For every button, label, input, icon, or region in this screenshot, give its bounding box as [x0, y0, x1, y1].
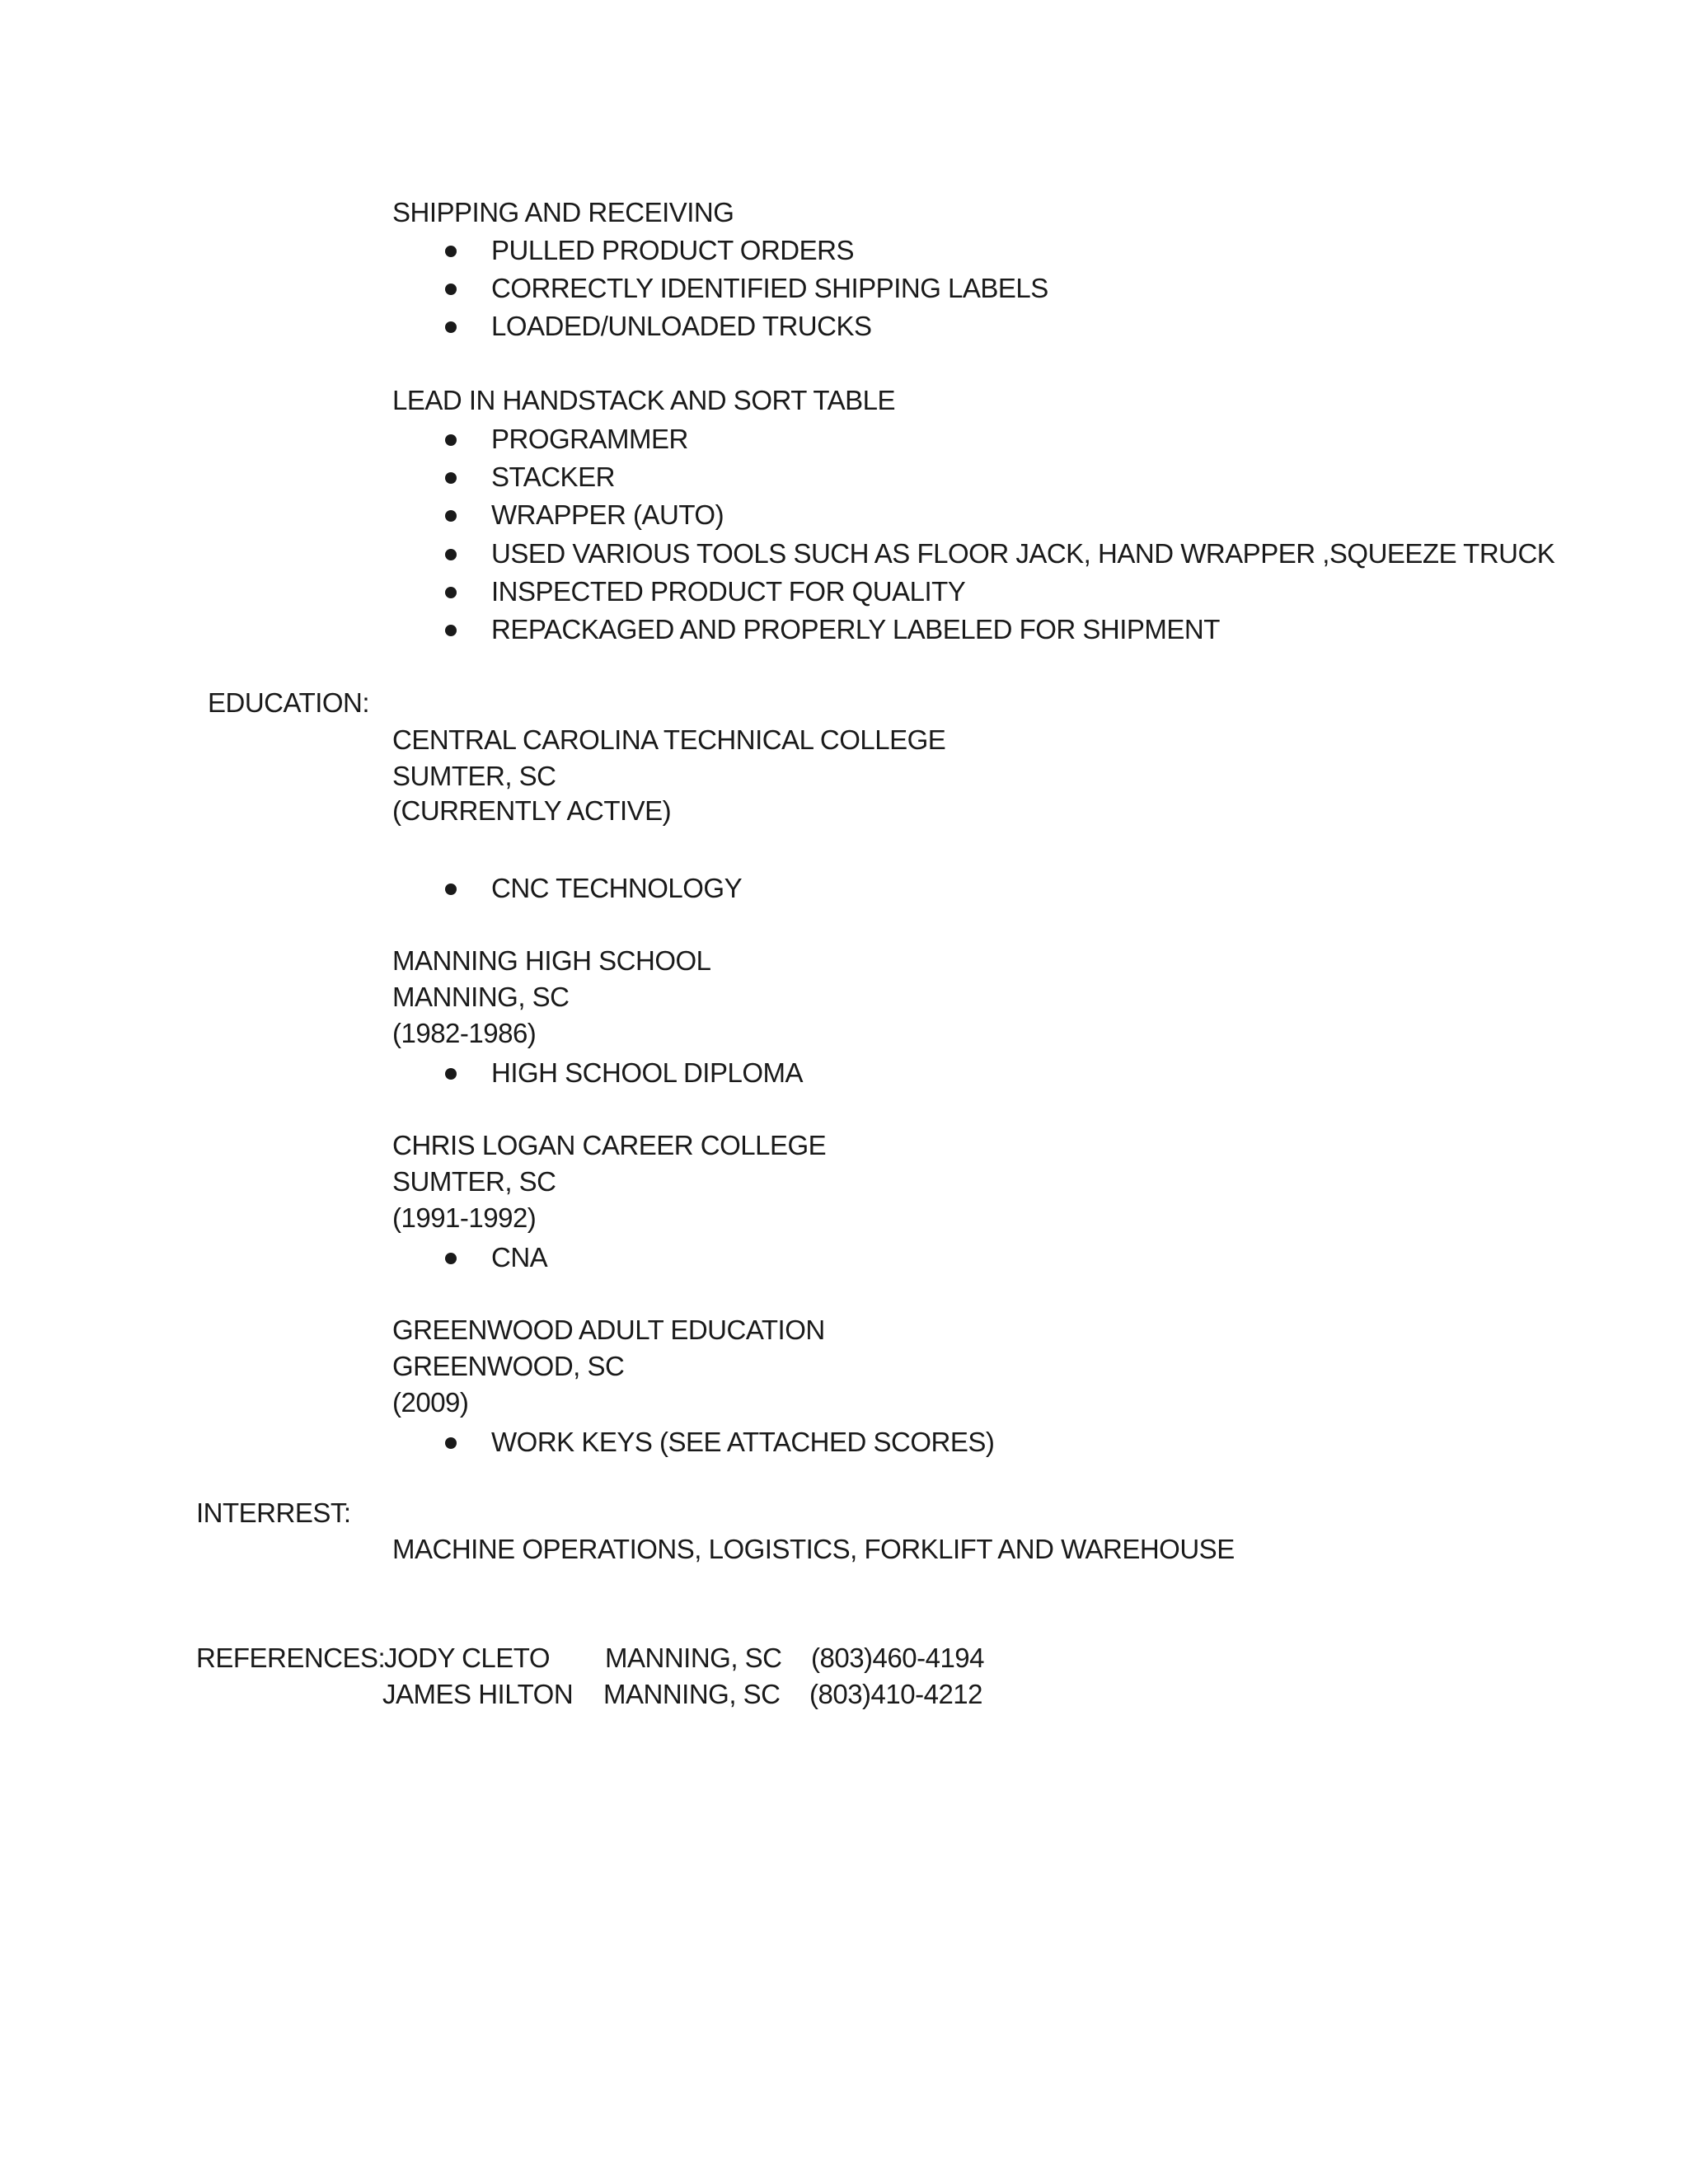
- bullet-icon: [445, 321, 457, 333]
- bullet-icon: [445, 625, 457, 636]
- list-item: PROGRAMMER: [491, 424, 688, 454]
- references-label: REFERENCES:: [196, 1643, 386, 1673]
- bullet-icon: [445, 1068, 457, 1080]
- school-name: CHRIS LOGAN CAREER COLLEGE: [392, 1130, 827, 1160]
- bullet-icon: [445, 284, 457, 295]
- school-dates: (1991-1992): [392, 1202, 537, 1233]
- list-item: LOADED/UNLOADED TRUCKS: [491, 311, 872, 341]
- bullet-icon: [445, 883, 457, 895]
- school-location: MANNING, SC: [392, 982, 570, 1012]
- school-dates: (1982-1986): [392, 1018, 537, 1048]
- school-dates: (CURRENTLY ACTIVE): [392, 795, 672, 826]
- bullet-icon: [445, 434, 457, 446]
- bullet-icon: [445, 549, 457, 560]
- list-item: WRAPPER (AUTO): [491, 499, 724, 530]
- school-name: GREENWOOD ADULT EDUCATION: [392, 1315, 825, 1345]
- list-item: STACKER: [491, 462, 615, 492]
- bullet-icon: [445, 587, 457, 598]
- school-name: CENTRAL CAROLINA TECHNICAL COLLEGE: [392, 724, 946, 755]
- list-item: CORRECTLY IDENTIFIED SHIPPING LABELS: [491, 273, 1048, 303]
- interest-text: MACHINE OPERATIONS, LOGISTICS, FORKLIFT AND WAREHOUSE: [392, 1534, 1235, 1564]
- reference-phone: (803)410-4212: [809, 1679, 982, 1709]
- bullet-icon: [445, 510, 457, 522]
- school-dates: (2009): [392, 1387, 469, 1418]
- school-location: SUMTER, SC: [392, 1166, 556, 1197]
- school-name: MANNING HIGH SCHOOL: [392, 945, 711, 976]
- bullet-icon: [445, 1437, 457, 1449]
- list-item: HIGH SCHOOL DIPLOMA: [491, 1057, 804, 1088]
- interest-label: INTERREST:: [196, 1497, 351, 1528]
- bullet-icon: [445, 246, 457, 257]
- reference-phone: (803)460-4194: [811, 1643, 984, 1673]
- list-item: INSPECTED PRODUCT FOR QUALITY: [491, 576, 966, 607]
- reference-city: MANNING, SC: [605, 1643, 782, 1673]
- list-item: CNC TECHNOLOGY: [491, 873, 743, 903]
- reference-name: JODY CLETO: [384, 1643, 551, 1673]
- shipping-heading: SHIPPING AND RECEIVING: [392, 197, 734, 227]
- reference-name: JAMES HILTON: [382, 1679, 574, 1709]
- list-item: PULLED PRODUCT ORDERS: [491, 235, 854, 265]
- bullet-icon: [445, 1253, 457, 1264]
- school-location: GREENWOOD, SC: [392, 1351, 625, 1381]
- bullet-icon: [445, 472, 457, 484]
- list-item: REPACKAGED AND PROPERLY LABELED FOR SHIPMENT: [491, 614, 1220, 644]
- reference-city: MANNING, SC: [603, 1679, 781, 1709]
- list-item: WORK KEYS (SEE ATTACHED SCORES): [491, 1427, 995, 1457]
- education-label: EDUCATION:: [208, 687, 370, 718]
- list-item: USED VARIOUS TOOLS SUCH AS FLOOR JACK, HAND WRAPPER ,SQUEEZE TRUCK: [491, 538, 1555, 569]
- school-location: SUMTER, SC: [392, 761, 556, 791]
- list-item: CNA: [491, 1242, 548, 1272]
- lead-heading: LEAD IN HANDSTACK AND SORT TABLE: [392, 385, 895, 415]
